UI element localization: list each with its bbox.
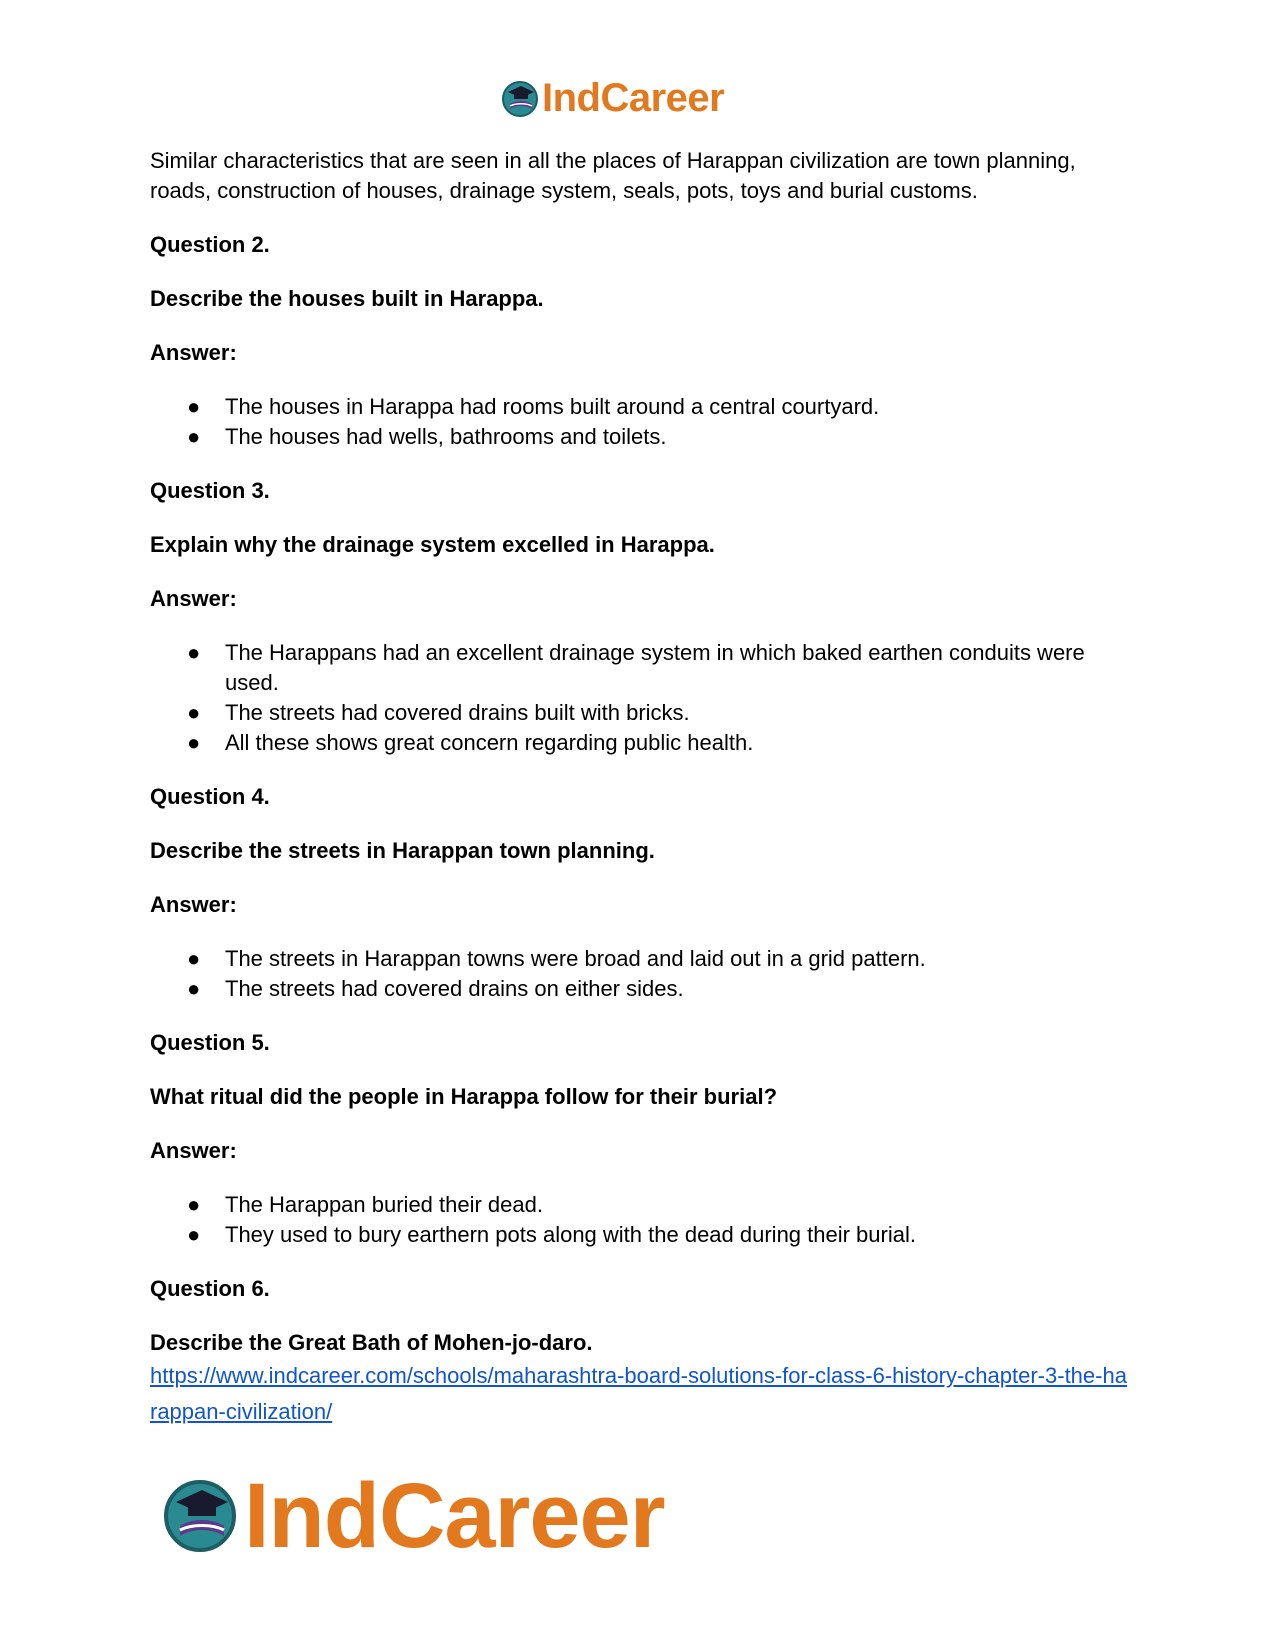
question-block-6	[150, 1274, 1130, 1358]
answer-list	[150, 392, 1130, 452]
bullet-icon: ●	[187, 976, 201, 1001]
logo-text: IndCareer	[244, 1465, 665, 1567]
answer-list	[150, 638, 1130, 758]
answer-label: Answer:	[150, 892, 237, 917]
bullet-icon: ●	[187, 946, 201, 971]
question-label: Question 4.	[150, 784, 270, 809]
question-label: Question 3.	[150, 478, 270, 503]
question-block-2	[150, 230, 1130, 452]
question-label: Question 5.	[150, 1030, 270, 1055]
bullet-icon: ●	[187, 424, 201, 449]
logo-text: IndCareer	[542, 76, 725, 120]
question-label: Question 6.	[150, 1276, 270, 1301]
question-text: What ritual did the people in Harappa follow for their burial?	[150, 1084, 778, 1109]
question-text: Describe the Great Bath of Mohen-jo-daro.	[150, 1330, 593, 1355]
source-link[interactable]: https://www.indcareer.com/schools/maharashtra-board-solutions-for-class-6-history-chapter-3-the-harappan-civilization/	[150, 1363, 1127, 1424]
footer-logo	[160, 1465, 665, 1567]
bullet-icon: ●	[187, 730, 201, 755]
bullet-icon: ●	[187, 640, 201, 665]
answer-label: Answer:	[150, 340, 237, 365]
question-block-5	[150, 1028, 1130, 1250]
question-label: Question 2.	[150, 232, 270, 257]
list-item: ● They used to bury earthern pots along with the dead during their burial.	[150, 1220, 1130, 1250]
answer-label: Answer:	[150, 1138, 237, 1163]
list-item: ● The Harappan buried their dead.	[150, 1190, 1130, 1220]
bullet-icon: ●	[187, 1222, 201, 1247]
bullet-icon: ●	[187, 1192, 201, 1217]
answer-list	[150, 944, 1130, 1004]
question-block-4	[150, 782, 1130, 1004]
question-block-3	[150, 476, 1130, 758]
answer-label: Answer:	[150, 586, 237, 611]
list-item: ● The houses in Harappa had rooms built around a central courtyard.	[150, 392, 1130, 422]
list-item: ● The streets had covered drains on either sides.	[150, 974, 1130, 1004]
bullet-icon: ●	[187, 394, 201, 419]
list-item: ● The houses had wells, bathrooms and toilets.	[150, 422, 1130, 452]
intro-paragraph: Similar characteristics that are seen in all the places of Harappan civilization are town planning, roads, construction of houses, drainage system, seals, pots, toys and burial customs.	[150, 148, 1076, 203]
document-body	[150, 146, 1130, 1430]
question-text: Explain why the drainage system excelled in Harappa.	[150, 532, 715, 557]
graduation-cap-globe-icon	[500, 78, 540, 118]
graduation-cap-globe-icon	[160, 1474, 240, 1559]
list-item: ● The Harappans had an excellent drainage system in which baked earthen conduits were used.	[187, 640, 1085, 695]
header-logo	[500, 78, 724, 118]
answer-list	[150, 1190, 1130, 1250]
list-item: ● All these shows great concern regarding public health.	[150, 728, 1130, 758]
list-item: ● The streets had covered drains built with bricks.	[150, 698, 1130, 728]
list-item: ● The streets in Harappan towns were broad and laid out in a grid pattern.	[150, 944, 1130, 974]
question-text: Describe the streets in Harappan town planning.	[150, 838, 655, 863]
question-text: Describe the houses built in Harappa.	[150, 286, 544, 311]
bullet-icon: ●	[187, 700, 201, 725]
